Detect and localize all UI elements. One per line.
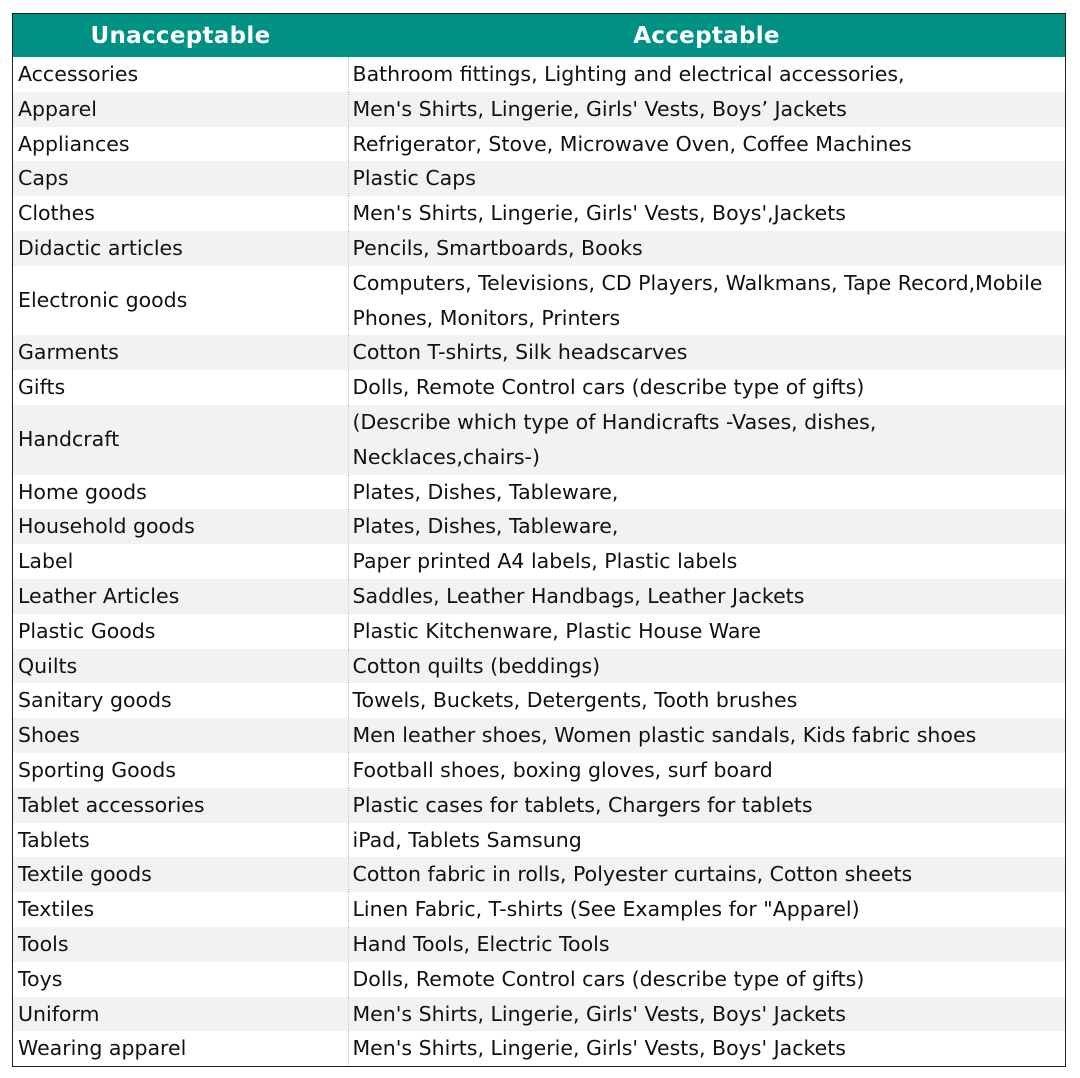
acceptable-cell: Hand Tools, Electric Tools bbox=[348, 927, 1065, 962]
acceptable-cell: Towels, Buckets, Detergents, Tooth brushes bbox=[348, 683, 1065, 718]
acceptable-cell: Football shoes, boxing gloves, surf board bbox=[348, 753, 1065, 788]
acceptable-cell: Dolls, Remote Control cars (describe type of gifts) bbox=[348, 370, 1065, 405]
unacceptable-cell: Textile goods bbox=[13, 857, 348, 892]
unacceptable-cell: Textiles bbox=[18, 897, 95, 922]
unacceptable-cell: Garments bbox=[13, 335, 348, 370]
acceptable-cell: Plastic Caps bbox=[348, 161, 1065, 196]
unacceptable-cell: Tools bbox=[13, 927, 348, 962]
table-row bbox=[13, 405, 1065, 475]
unacceptable-cell: Quilts bbox=[13, 649, 348, 684]
table-row bbox=[13, 335, 1065, 370]
unacceptable-cell: Gifts bbox=[18, 375, 66, 400]
acceptable-cell: Pencils, Smartboards, Books bbox=[348, 231, 1065, 266]
unacceptable-cell: Sanitary goods bbox=[18, 688, 172, 713]
table-row bbox=[13, 475, 1065, 510]
unacceptable-cell: Leather Articles bbox=[13, 579, 348, 614]
acceptable-cell: Men's Shirts, Lingerie, Girls' Vests, Boys' Jackets bbox=[348, 997, 1065, 1032]
unacceptable-cell: Appliances bbox=[18, 131, 130, 156]
acceptable-cell: Men's Shirts, Lingerie, Girls' Vests, Boys’ Jackets bbox=[348, 92, 1065, 127]
acceptable-cell: Refrigerator, Stove, Microwave Oven, Coffee Machines bbox=[348, 127, 1065, 162]
unacceptable-cell: Plastic Goods bbox=[18, 618, 156, 643]
acceptable-cell: (Describe which type of Handicrafts -Vases, dishes, Necklaces,chairs-) bbox=[348, 405, 1065, 475]
acceptable-cell: Cotton fabric in rolls, Polyester curtains, Cotton sheets bbox=[348, 857, 1065, 892]
goods-table bbox=[13, 14, 1065, 1066]
acceptable-cell: Dolls, Remote Control cars (describe type of gifts) bbox=[348, 962, 1065, 997]
unacceptable-cell: Didactic articles bbox=[13, 231, 348, 266]
table-row bbox=[13, 788, 1065, 823]
table-row bbox=[13, 614, 1065, 649]
acceptable-cell: Men's Shirts, Lingerie, Girls' Vests, Boys',Jackets bbox=[348, 196, 1065, 231]
unacceptable-cell: Apparel bbox=[13, 92, 348, 127]
acceptable-cell: Cotton T-shirts, Silk headscarves bbox=[348, 335, 1065, 370]
unacceptable-cell: Tablets bbox=[18, 827, 90, 852]
table-row bbox=[13, 370, 1065, 405]
table-row bbox=[13, 997, 1065, 1032]
header-row bbox=[13, 14, 1065, 57]
table-row bbox=[13, 266, 1065, 336]
acceptable-cell: Cotton quilts (beddings) bbox=[348, 649, 1065, 684]
acceptable-cell: Bathroom fittings, Lighting and electrical accessories, bbox=[348, 57, 1065, 92]
acceptable-cell: Plastic cases for tablets, Chargers for tablets bbox=[348, 788, 1065, 823]
unacceptable-cell: Household goods bbox=[13, 509, 348, 544]
acceptable-cell: Plates, Dishes, Tableware, bbox=[348, 509, 1065, 544]
table-row bbox=[13, 509, 1065, 544]
unacceptable-cell: Electronic goods bbox=[18, 288, 188, 313]
unacceptable-cell: Toys bbox=[18, 966, 63, 991]
unacceptable-cell: Home goods bbox=[18, 479, 147, 504]
table-row bbox=[13, 962, 1065, 997]
unacceptable-cell: Sporting Goods bbox=[18, 757, 176, 782]
table-row bbox=[13, 127, 1065, 162]
table-row bbox=[13, 1031, 1065, 1066]
unacceptable-cell: Caps bbox=[13, 161, 348, 196]
unacceptable-cell: Wearing apparel bbox=[18, 1036, 187, 1061]
unacceptable-cell: Handcraft bbox=[13, 405, 348, 475]
acceptable-cell: Computers, Televisions, CD Players, Walkmans, Tape Record,Mobile Phones, Monitors, Printers bbox=[348, 266, 1065, 336]
table-row bbox=[13, 231, 1065, 266]
unacceptable-cell: Tablet accessories bbox=[13, 788, 348, 823]
unacceptable-cell: Label bbox=[18, 549, 74, 574]
unacceptable-cell: Shoes bbox=[13, 718, 348, 753]
table-row bbox=[13, 649, 1065, 684]
acceptable-cell: Saddles, Leather Handbags, Leather Jackets bbox=[348, 579, 1065, 614]
table-row bbox=[13, 57, 1065, 92]
table-row bbox=[13, 196, 1065, 231]
acceptable-cell: Plastic Kitchenware, Plastic House Ware bbox=[348, 614, 1065, 649]
unacceptable-cell: Clothes bbox=[18, 201, 95, 226]
table-row bbox=[13, 857, 1065, 892]
table-row bbox=[13, 579, 1065, 614]
table-row bbox=[13, 718, 1065, 753]
acceptable-cell: Plates, Dishes, Tableware, bbox=[348, 475, 1065, 510]
header-unacceptable: Unacceptable bbox=[13, 14, 348, 57]
table-row bbox=[13, 683, 1065, 718]
acceptable-cell: Men's Shirts, Lingerie, Girls' Vests, Boys' Jackets bbox=[348, 1031, 1065, 1066]
acceptable-cell: Paper printed A4 labels, Plastic labels bbox=[348, 544, 1065, 579]
acceptable-cell: Men leather shoes, Women plastic sandals, Kids fabric shoes bbox=[348, 718, 1065, 753]
table-row bbox=[13, 892, 1065, 927]
table-row bbox=[13, 161, 1065, 196]
table-row bbox=[13, 92, 1065, 127]
table-row bbox=[13, 823, 1065, 858]
unacceptable-cell: Uniform bbox=[13, 997, 348, 1032]
table-row bbox=[13, 544, 1065, 579]
header-acceptable: Acceptable bbox=[348, 14, 1065, 57]
unacceptable-cell: Accessories bbox=[18, 62, 139, 86]
table-row bbox=[13, 927, 1065, 962]
acceptable-cell: iPad, Tablets Samsung bbox=[348, 823, 1065, 858]
goods-table-container bbox=[12, 13, 1066, 1067]
table-row bbox=[13, 753, 1065, 788]
acceptable-cell: Linen Fabric, T-shirts (See Examples for "Apparel) bbox=[348, 892, 1065, 927]
